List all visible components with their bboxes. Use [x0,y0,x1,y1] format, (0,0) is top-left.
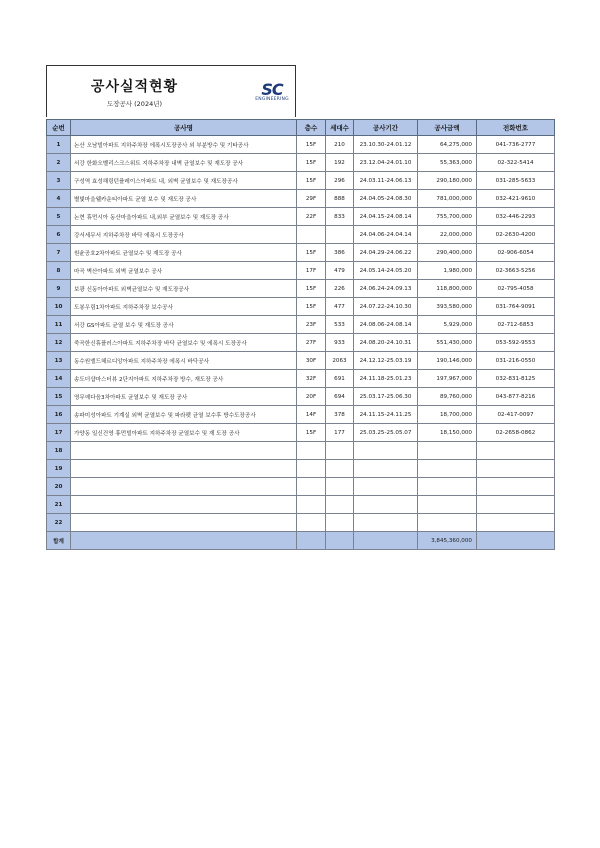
cell-no: 4 [47,190,71,208]
cell-units: 694 [326,388,354,406]
cell-units: 386 [326,244,354,262]
cell-period: 25.03.25-25.05.07 [354,424,418,442]
table-row [47,496,555,514]
table-row [47,154,555,172]
cell-period [354,514,418,532]
cell-project-name: 강서세무서 지하주차장 바닥 에폭시 도장공사 [71,226,297,244]
cell-floors: 15F [297,154,326,172]
cell-floors [297,496,326,514]
cell-amount: 22,000,000 [418,226,477,244]
cell-phone: 02-795-4058 [477,280,555,298]
company-logo [253,82,291,103]
page-subtitle: 도장공사 (2024년) [106,100,163,108]
cell-amount: 55,363,000 [418,154,477,172]
cell-amount: 551,430,000 [418,334,477,352]
cell-phone: 02-906-6054 [477,244,555,262]
table-row [47,280,555,298]
cell-no: 18 [47,442,71,460]
cell-project-name [71,478,297,496]
table-row [47,514,555,532]
cell-floors: 22F [297,208,326,226]
table-row [47,460,555,478]
cell-units: 933 [326,334,354,352]
cell-phone: 02-322-5414 [477,154,555,172]
cell-period: 24.11.15-24.11.25 [354,406,418,424]
cell-floors [297,226,326,244]
cell-units [326,442,354,460]
cell-period: 25.03.17-25.06.30 [354,388,418,406]
cell-amount: 118,800,000 [418,280,477,298]
table-row [47,208,555,226]
cell-floors: 15F [297,244,326,262]
cell-project-name: 논현 휴먼시아 동산마을아파트 내,외부 균열보수 및 재도장 공사 [71,208,297,226]
table-row [47,136,555,154]
cell-floors: 15F [297,298,326,316]
cell-project-name: 도봉우림1차아파트 지하주차장 보수공사 [71,298,297,316]
cell-period: 24.07.22-24.10.30 [354,298,418,316]
total-empty-cell [354,532,418,550]
cell-project-name: 마곡 벽산아파트 외벽 균열보수 공사 [71,262,297,280]
cell-amount [418,460,477,478]
cell-phone: 032-831-8125 [477,370,555,388]
cell-no: 9 [47,280,71,298]
cell-amount: 18,150,000 [418,424,477,442]
logo-mark: SC [261,80,283,99]
col-header-name: 공사명 [71,120,297,136]
cell-units [326,226,354,244]
cell-phone [477,460,555,478]
col-header-period: 공사기간 [354,120,418,136]
cell-phone: 02-417-0097 [477,406,555,424]
title-box [46,65,296,117]
cell-units [326,460,354,478]
table-row [47,316,555,334]
table-row [47,190,555,208]
cell-floors: 15F [297,280,326,298]
total-label: 합계 [47,532,71,550]
cell-project-name: 서강 한화오벨리스크스위트 지하주차장 내벽 균열보수 및 재도장 공사 [71,154,297,172]
cell-project-name: 보광 신동아아파트 외벽균열보수 및 재도장공사 [71,280,297,298]
cell-units: 378 [326,406,354,424]
cell-amount: 755,700,000 [418,208,477,226]
cell-floors: 23F [297,316,326,334]
cell-phone: 032-446-2293 [477,208,555,226]
cell-floors: 20F [297,388,326,406]
cell-amount: 781,000,000 [418,190,477,208]
cell-phone: 031-285-5633 [477,172,555,190]
cell-amount: 64,275,000 [418,136,477,154]
cell-no: 1 [47,136,71,154]
cell-no: 10 [47,298,71,316]
cell-no: 16 [47,406,71,424]
cell-floors [297,442,326,460]
table-row [47,334,555,352]
cell-amount: 393,580,000 [418,298,477,316]
table-row [47,352,555,370]
cell-no: 5 [47,208,71,226]
cell-amount: 197,967,000 [418,370,477,388]
cell-no: 17 [47,424,71,442]
cell-period: 24.05.14-24.05.20 [354,262,418,280]
cell-period [354,442,418,460]
cell-phone [477,514,555,532]
cell-amount: 5,929,000 [418,316,477,334]
cell-units: 296 [326,172,354,190]
col-header-amount: 공사금액 [418,120,477,136]
cell-floors: 15F [297,424,326,442]
cell-units [326,478,354,496]
table-row [47,478,555,496]
cell-floors: 17F [297,262,326,280]
cell-phone: 031-764-9091 [477,298,555,316]
cell-units: 192 [326,154,354,172]
cell-no: 19 [47,460,71,478]
cell-period: 23.10.30-24.01.12 [354,136,418,154]
col-header-no: 순번 [47,120,71,136]
cell-units [326,514,354,532]
table-header-row [47,120,555,136]
cell-floors [297,478,326,496]
table-row [47,388,555,406]
cell-phone [477,442,555,460]
cell-phone: 031-216-0550 [477,352,555,370]
page-title: 공사실적현황 [90,79,179,95]
cell-floors: 27F [297,334,326,352]
cell-units: 479 [326,262,354,280]
cell-amount: 290,400,000 [418,244,477,262]
cell-floors: 32F [297,370,326,388]
cell-units: 210 [326,136,354,154]
col-header-phone: 전화번호 [477,120,555,136]
col-header-units: 세대수 [326,120,354,136]
cell-no: 11 [47,316,71,334]
cell-no: 6 [47,226,71,244]
cell-no: 8 [47,262,71,280]
cell-period [354,478,418,496]
cell-amount: 89,760,000 [418,388,477,406]
cell-units: 177 [326,424,354,442]
cell-project-name: 가양동 일신건영 휴먼빌아파트 지하주차장 균열보수 및 재 도장 공사 [71,424,297,442]
cell-no: 20 [47,478,71,496]
cell-project-name: 동수원엘드헤르디앙아파트 지하주차장 에폭시 바닥공사 [71,352,297,370]
cell-project-name: 별빛마을웰카운티아파트 균열 보수 및 재도장 공사 [71,190,297,208]
total-empty-cell [326,532,354,550]
cell-project-name: 원윤공호2차아파트 균열보수 및 재도장 공사 [71,244,297,262]
cell-floors: 30F [297,352,326,370]
project-table [46,119,555,550]
cell-project-name: 영무예다음3차아파트 균열보수 및 재도장 공사 [71,388,297,406]
cell-period: 24.03.11-24.06.13 [354,172,418,190]
cell-phone: 02-2658-0862 [477,424,555,442]
total-empty-cell [71,532,297,550]
cell-amount [418,442,477,460]
table-row [47,442,555,460]
cell-period [354,496,418,514]
table-row [47,226,555,244]
cell-period: 24.04.05-24.08.30 [354,190,418,208]
total-row [47,532,555,550]
cell-phone: 043-877-8216 [477,388,555,406]
cell-amount [418,478,477,496]
cell-units: 691 [326,370,354,388]
cell-no: 14 [47,370,71,388]
cell-floors: 15F [297,136,326,154]
cell-period [354,460,418,478]
cell-phone: 053-592-9553 [477,334,555,352]
cell-project-name: 송도더샵마스터뷰 2단지아파트 지하주차장 방수, 재도장 공사 [71,370,297,388]
cell-project-name [71,514,297,532]
table-body [47,136,555,532]
cell-project-name: 구성역 효성해링턴플레이스아파트 내, 외벽 균열보수 및 재도장공사 [71,172,297,190]
cell-period: 24.08.06-24.08.14 [354,316,418,334]
cell-project-name [71,496,297,514]
cell-amount: 1,980,000 [418,262,477,280]
cell-period: 24.12.12-25.03.19 [354,352,418,370]
cell-floors: 15F [297,172,326,190]
cell-project-name: 송파미성아파트 기계실 외벽 균열보수 및 파라펫 균열 보수후 방수도장공사 [71,406,297,424]
table-row [47,298,555,316]
cell-period: 24.04.15-24.08.14 [354,208,418,226]
cell-floors: 14F [297,406,326,424]
cell-phone: 02-2630-4200 [477,226,555,244]
cell-no: 7 [47,244,71,262]
cell-period: 24.08.20-24.10.31 [354,334,418,352]
cell-no: 3 [47,172,71,190]
cell-project-name: 서강 GS아파트 균열 보수 및 재도장 공사 [71,316,297,334]
table-row [47,370,555,388]
cell-phone [477,478,555,496]
cell-no: 21 [47,496,71,514]
cell-amount [418,514,477,532]
cell-phone: 02-712-6853 [477,316,555,334]
cell-no: 22 [47,514,71,532]
cell-phone: 041-736-2777 [477,136,555,154]
cell-phone: 02-3663-5256 [477,262,555,280]
cell-amount: 290,180,000 [418,172,477,190]
cell-period: 24.11.18-25.01.23 [354,370,418,388]
cell-period: 24.04.29-24.06.22 [354,244,418,262]
cell-amount: 190,146,000 [418,352,477,370]
cell-units: 477 [326,298,354,316]
cell-no: 13 [47,352,71,370]
cell-units: 533 [326,316,354,334]
total-empty-cell [297,532,326,550]
cell-period: 24.04.06-24.04.14 [354,226,418,244]
cell-amount: 18,700,000 [418,406,477,424]
cell-project-name [71,442,297,460]
cell-no: 15 [47,388,71,406]
table-row [47,262,555,280]
cell-units: 2063 [326,352,354,370]
total-amount: 3,845,360,000 [418,532,477,550]
logo-text: ENGINEERING [255,97,289,102]
cell-units [326,496,354,514]
cell-units: 888 [326,190,354,208]
col-header-floors: 층수 [297,120,326,136]
table-row [47,244,555,262]
cell-units: 833 [326,208,354,226]
cell-floors [297,514,326,532]
cell-phone [477,496,555,514]
cell-project-name [71,460,297,478]
total-empty-cell [477,532,555,550]
cell-floors [297,460,326,478]
table-row [47,406,555,424]
table-row [47,172,555,190]
cell-project-name: 죽곡한신휴플러스아파트 지하주차장 바닥 균열보수 및 에폭시 도장공사 [71,334,297,352]
cell-units: 226 [326,280,354,298]
cell-project-name: 논산 오남빌아파트 지하주차장 에폭시도장공사 외 부분방수 및 기타공사 [71,136,297,154]
cell-no: 12 [47,334,71,352]
table-row [47,424,555,442]
cell-no: 2 [47,154,71,172]
cell-amount [418,496,477,514]
cell-period: 24.06.24-24.09.13 [354,280,418,298]
cell-phone: 032-421-9610 [477,190,555,208]
cell-floors: 29F [297,190,326,208]
cell-period: 23.12.04-24.01.10 [354,154,418,172]
